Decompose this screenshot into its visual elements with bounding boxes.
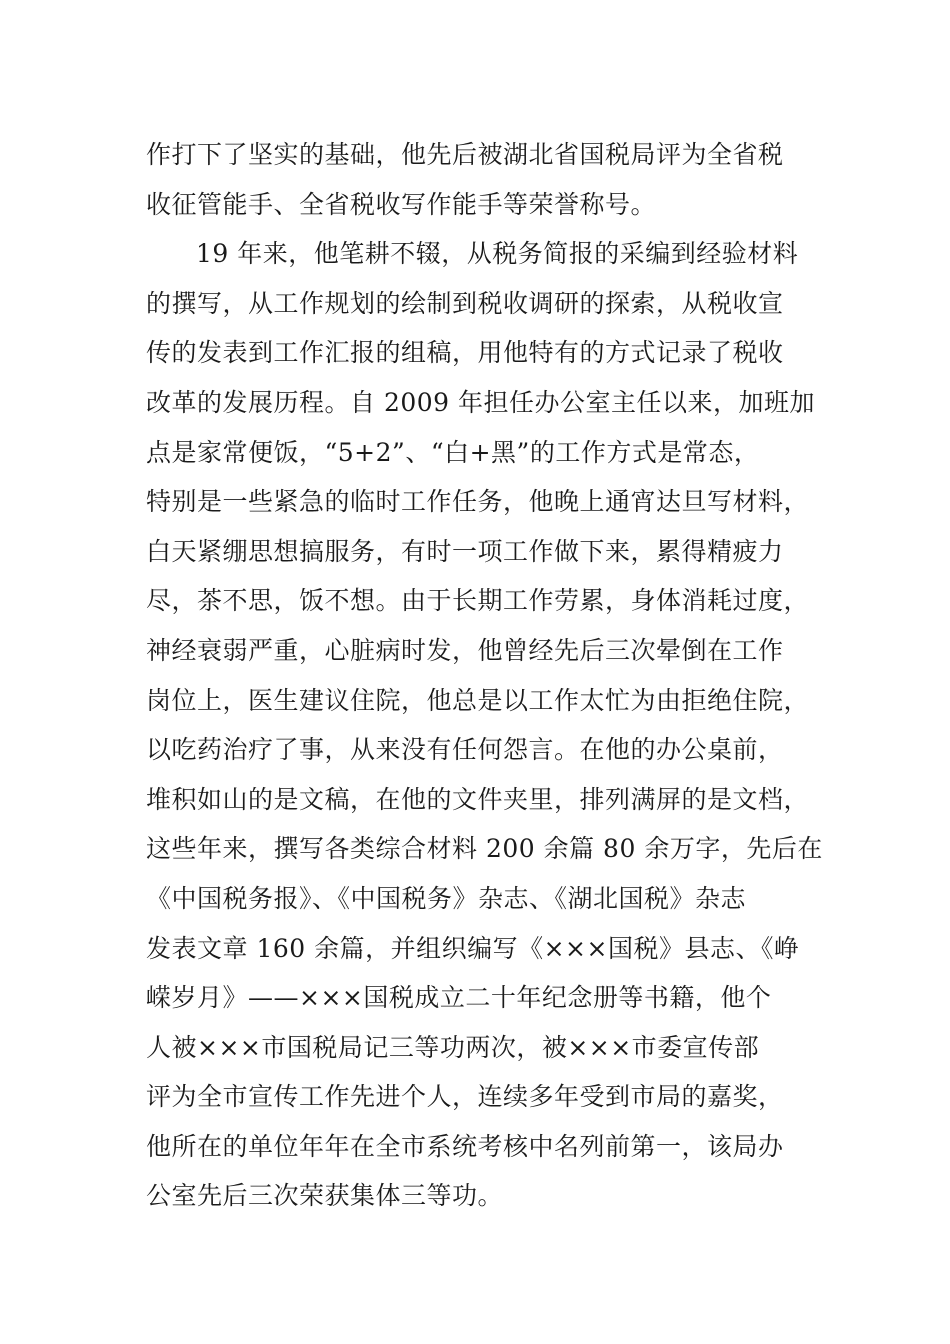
- text-line: 作打下了坚实的基础，他先后被湖北省国税局评为全省税: [146, 140, 784, 169]
- text-line: 点是家常便饭，“5+2”、“白+黑”的工作方式是常态，: [146, 437, 760, 467]
- paragraph-first-line: 19 年来，他笔耕不辍，从税务简报的采编到经验材料: [196, 239, 799, 269]
- text-line: 这些年来，撰写各类综合材料 200 余篇 80 余万字，先后在: [146, 834, 823, 864]
- document-body: [146, 130, 826, 1221]
- text-line: 收征管能手、全省税收写作能手等荣誉称号。: [146, 189, 657, 219]
- text-line: 以吃药治疗了事，从来没有任何怨言。在他的办公桌前，: [146, 735, 784, 765]
- text-line: 传的发表到工作汇报的组稿，用他特有的方式记录了税收: [146, 338, 784, 368]
- text-line: 尽，茶不思，饭不想。由于长期工作劳累，身体消耗过度，: [146, 586, 810, 616]
- text-line: 特别是一些紧急的临时工作任务，他晚上通宵达旦写材料，: [146, 487, 810, 517]
- text-line: 公室先后三次荣获集体三等功。: [146, 1181, 504, 1211]
- text-line: 神经衰弱严重，心脏病时发，他曾经先后三次晕倒在工作: [146, 635, 784, 665]
- text-line: 嵘岁月》——×××国税成立二十年纪念册等书籍，他个: [146, 983, 772, 1013]
- text-line: 的撰写，从工作规划的绘制到税收调研的探索，从税收宣: [146, 288, 784, 318]
- text-line: 岗位上，医生建议住院，他总是以工作太忙为由拒绝住院，: [146, 685, 810, 715]
- text-line: 改革的发展历程。自 2009 年担任办公室主任以来，加班加: [146, 387, 816, 417]
- text-line: 发表文章 160 余篇，并组织编写《×××国税》县志、《峥: [146, 933, 800, 963]
- text-line: 他所在的单位年年在全市系统考核中名列前第一，该局办: [146, 1131, 784, 1161]
- text-line: 《中国税务报》、《中国税务》杂志、《湖北国税》杂志: [146, 883, 747, 913]
- text-line: 堆积如山的是文稿，在他的文件夹里，排列满屏的是文档，: [146, 784, 810, 814]
- text-line: 评为全市宣传工作先进个人，连续多年受到市局的嘉奖，: [146, 1082, 784, 1112]
- text-line: 白天紧绷思想搞服务，有时一项工作做下来，累得精疲力: [146, 536, 784, 566]
- text-line: 人被×××市国税局记三等功两次，被×××市委宣传部: [146, 1032, 760, 1062]
